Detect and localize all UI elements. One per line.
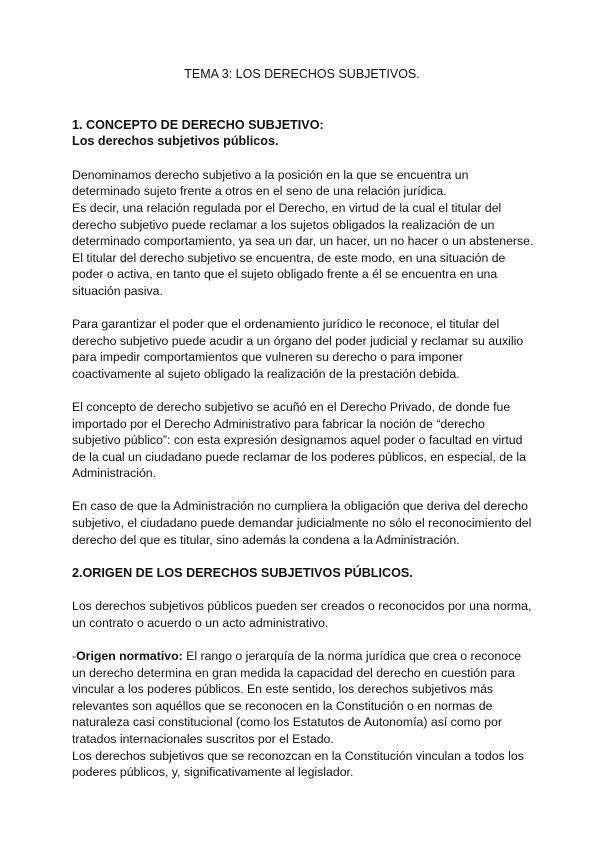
document-page xyxy=(72,66,532,797)
text-line: de la cual un ciudadano puede reclamar de los poderes públicos, en especial, de la xyxy=(72,449,526,464)
text-line: Los derechos subjetivos que se reconozcan en la Constitución vinculan a todos los xyxy=(72,748,524,763)
text-line: Denominamos derecho subjetivo a la posición en la que se encuentra un xyxy=(72,167,469,182)
text-line: Para garantizar el poder que el ordenamiento jurídico le reconoce, el titular del xyxy=(72,317,500,332)
text-line: tratados internacionales suscritos por el Estado. xyxy=(72,731,334,746)
text-line: naturaleza casi constitucional (como los Estatutos de Autonomía) así como por xyxy=(72,715,502,730)
text-line: derecho del que es titular, sino además la condena a la Administración. xyxy=(72,532,460,547)
origen-first-line-text: El rango o jerarquía de la norma jurídica que crea o reconoce xyxy=(182,648,522,663)
text-line xyxy=(72,648,532,665)
list-dash: - xyxy=(72,648,77,663)
text-line: coactivamente al sujeto obligado la realización de la prestación debida. xyxy=(72,366,460,381)
document-title: TEMA 3: LOS DERECHOS SUBJETIVOS. xyxy=(184,67,420,81)
section-1-paragraph-1 xyxy=(72,167,532,300)
text-line: importado por el Derecho Administrativo para fabricar la noción de “derecho xyxy=(72,416,485,431)
text-line: un contrato o acuerdo o un acto administrativo. xyxy=(72,615,329,630)
section-1-paragraph-4 xyxy=(72,498,532,548)
text-line: Es decir, una relación regulada por el Derecho, en virtud de la cual el titular del xyxy=(72,200,502,215)
text-line: En caso de que la Administración no cumpliera la obligación que deriva del derecho xyxy=(72,499,528,514)
text-line: relevantes son aquéllos que se reconocen en la Constitución o en normas de xyxy=(72,698,493,713)
text-line: para impedir comportamientos que vulneren su derecho o para imponer xyxy=(72,350,463,365)
section-1-heading: 1. CONCEPTO DE DERECHO SUBJETIVO: xyxy=(72,117,324,132)
text-line: derecho subjetivo puede reclamar a los sujetos obligados la realización de un xyxy=(72,217,495,232)
text-line: derecho subjetivo puede acudir a un órgano del poder judicial y reclamar su auxilio xyxy=(72,333,524,348)
origen-normativo-label: Origen normativo: xyxy=(76,648,183,663)
text-line: determinado sujeto frente a otros en el seno de una relación jurídica. xyxy=(72,184,447,199)
text-line: determinado comportamiento, ya sea un dar, un hacer, un no hacer o un abstenerse. xyxy=(72,234,534,249)
section-2-paragraph-1 xyxy=(72,598,532,631)
section-1-subheading: Los derechos subjetivos públicos. xyxy=(72,134,279,149)
section-2-origen-normativo xyxy=(72,648,532,781)
text-line: subjetivo público”: con esta expresión designamos aquel poder o facultad en virtud xyxy=(72,433,523,448)
section-1-paragraph-2 xyxy=(72,316,532,382)
text-line: situación pasiva. xyxy=(72,283,163,298)
text-line: El titular del derecho subjetivo se encuentra, de este modo, en una situación de xyxy=(72,250,506,265)
section-2-heading: 2.ORIGEN DE LOS DERECHOS SUBJETIVOS PÚBLICOS. xyxy=(72,565,413,580)
text-line: un derecho determina en gran medida la capacidad del derecho en cuestión para xyxy=(72,665,515,680)
text-line: Administración. xyxy=(72,466,157,481)
text-line: poderes públicos, y, significativamente al legislador. xyxy=(72,765,354,780)
text-line: vincular a los poderes públicos. En este sentido, los derechos subjetivos más xyxy=(72,682,494,697)
text-line: subjetivo, el ciudadano puede demandar judicialmente no sólo el reconocimiento del xyxy=(72,515,532,530)
text-line: El concepto de derecho subjetivo se acuñó en el Derecho Privado, de donde fue xyxy=(72,399,511,414)
text-line: poder o activa, en tanto que el sujeto obligado frente a él se encuentra en una xyxy=(72,267,498,282)
text-line: Los derechos subjetivos públicos pueden ser creados o reconocidos por una norma, xyxy=(72,599,532,614)
section-1-paragraph-3 xyxy=(72,399,532,482)
